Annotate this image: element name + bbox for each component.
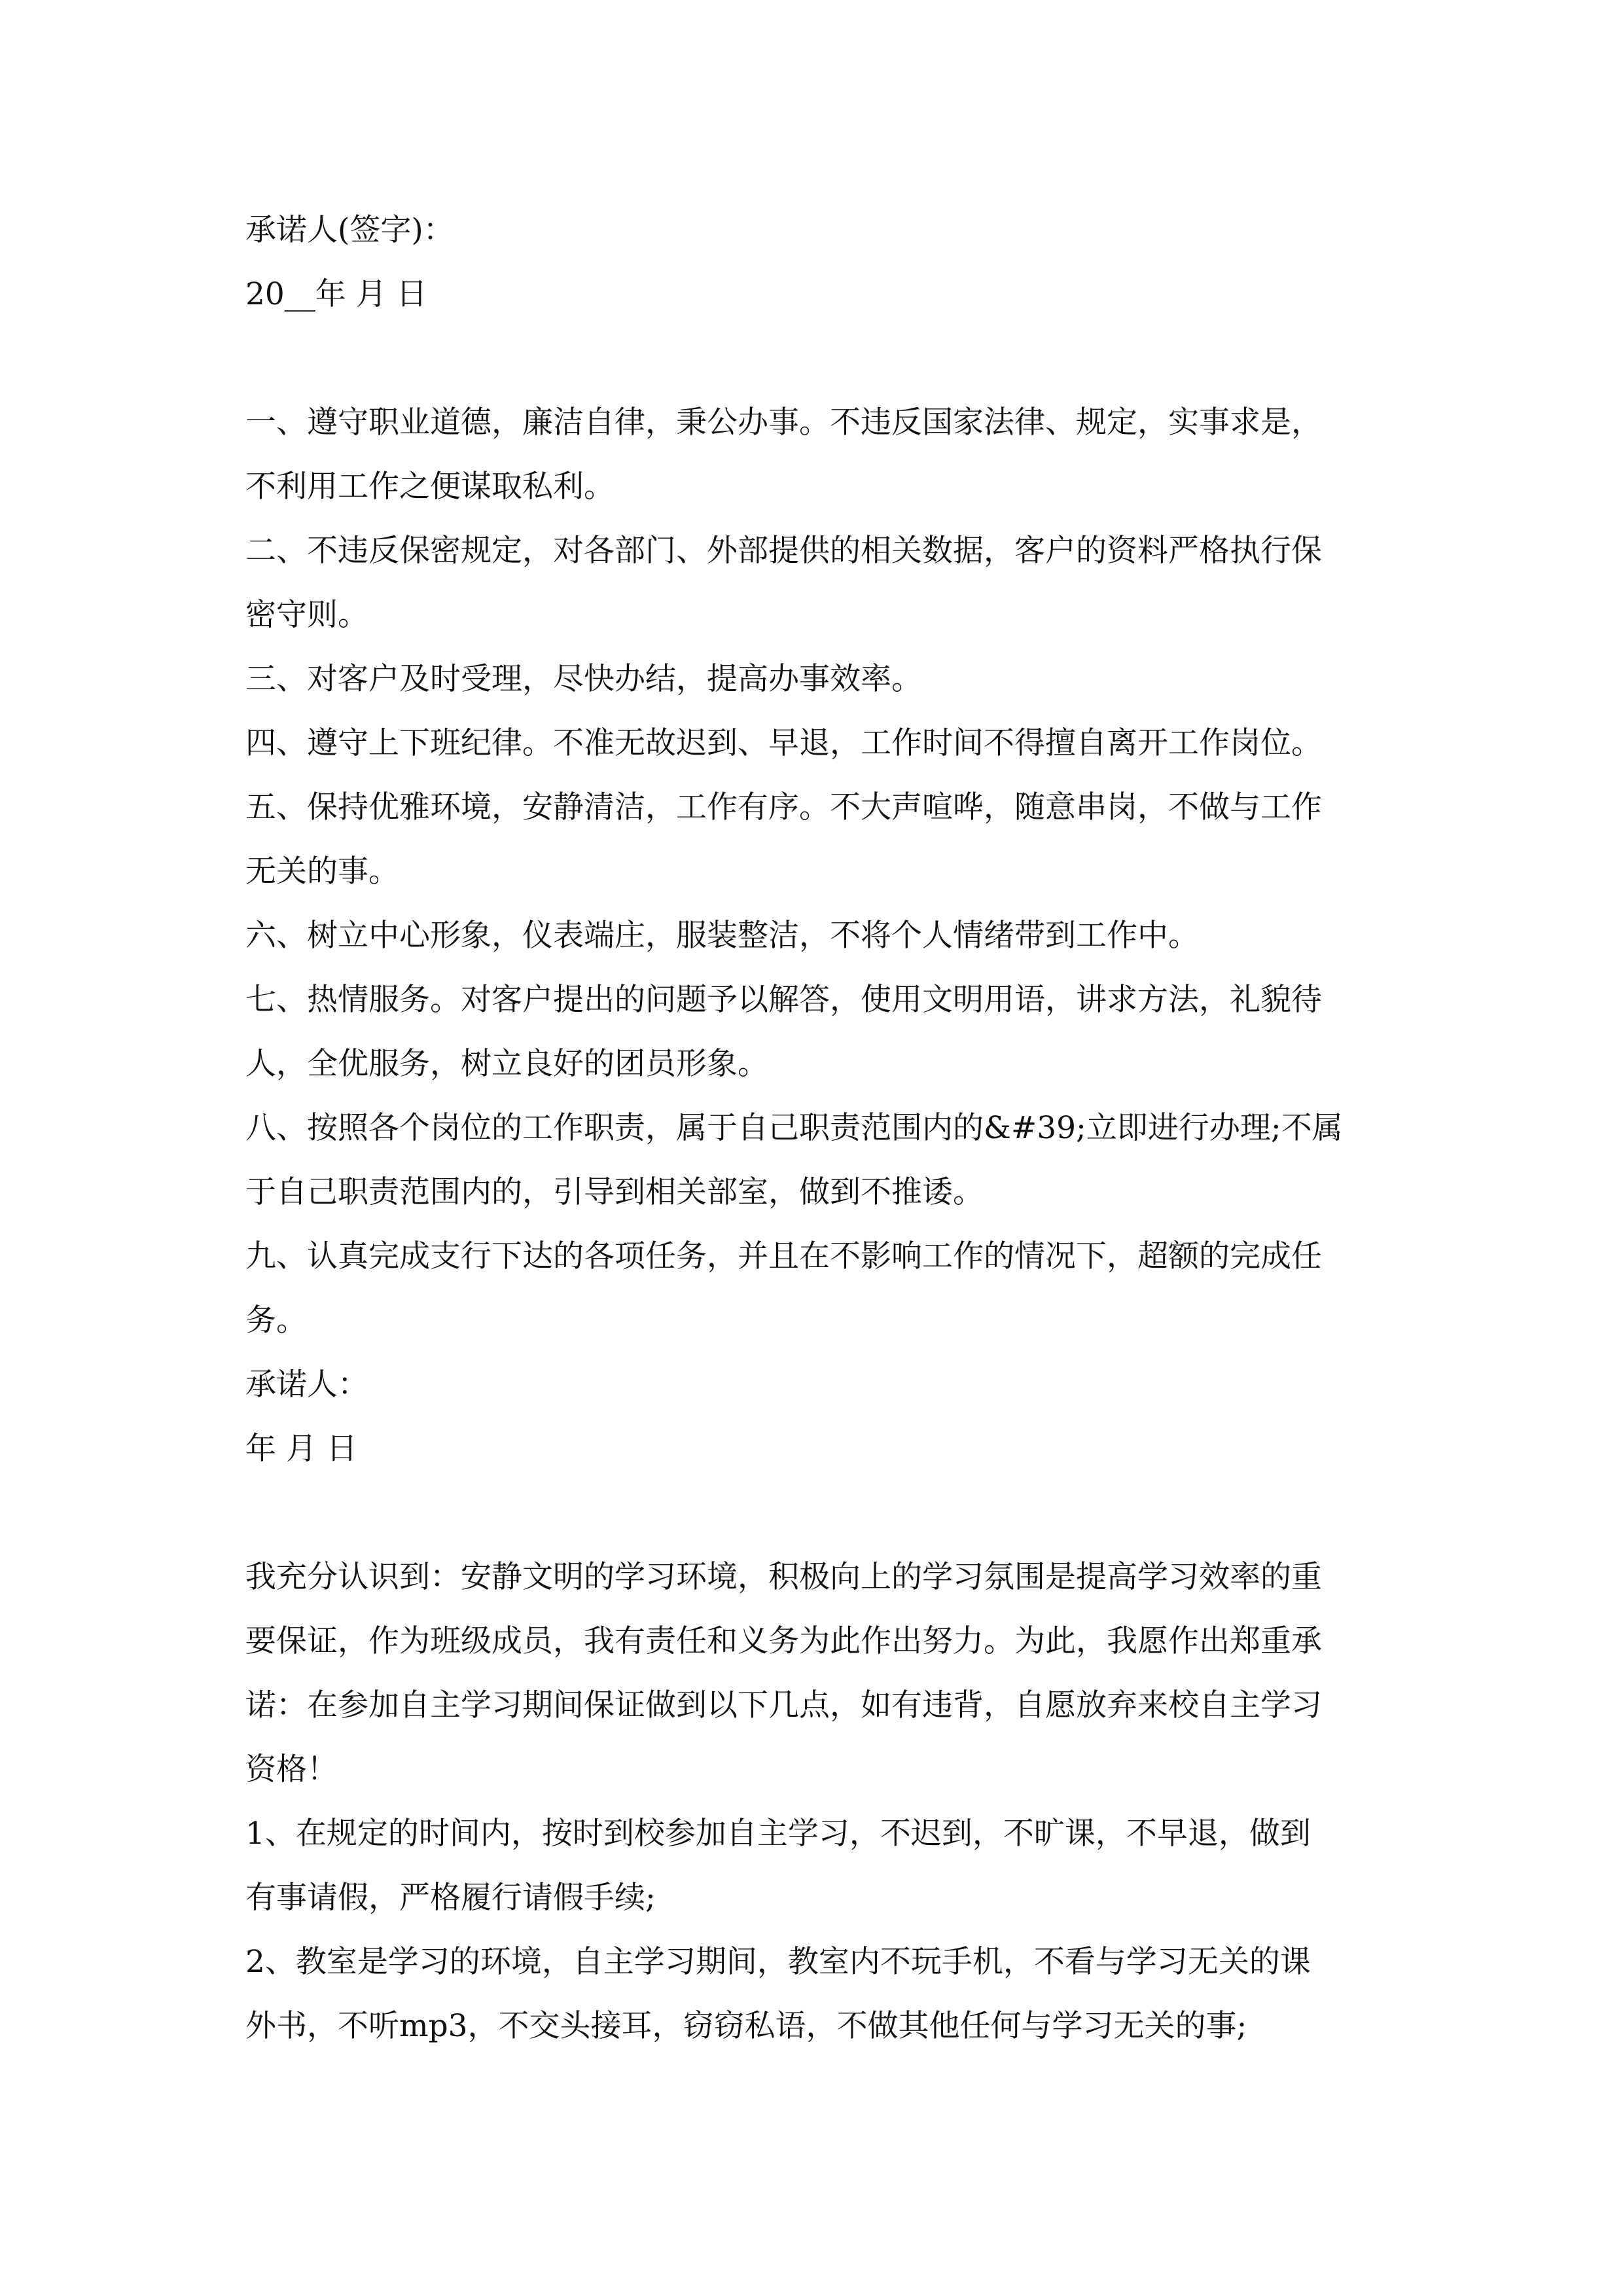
pledge-line: 六、树立中心形象，仪表端庄，服装整洁，不将个人情绪带到工作中。	[245, 918, 1199, 954]
pledge-line: 于自己职责范围内的，引导到相关部室，做到不推诿。	[245, 1174, 984, 1210]
pledge-line: 1、在规定的时间内，按时到校参加自主学习，不迟到，不旷课，不早退，做到	[245, 1816, 1311, 1852]
pledge-line: 一、遵守职业道德，廉洁自律，秉公办事。不违反国家法律、规定，实事求是，	[245, 404, 1322, 440]
pledge-line: 八、按照各个岗位的工作职责，属于自己职责范围内的&#39;立即进行办理;不属	[245, 1110, 1343, 1146]
pledge-line: 有事请假，严格履行请假手续;	[245, 1880, 656, 1916]
pledge-line: 外书，不听mp3，不交头接耳，窃窃私语，不做其他任何与学习无关的事;	[245, 2008, 1247, 2044]
pledge-section-study	[245, 1545, 1397, 2058]
date-line: 年 月 日	[245, 1431, 357, 1467]
pledge-line: 九、认真完成支行下达的各项任务，并且在不影响工作的情况下，超额的完成任	[245, 1238, 1322, 1274]
pledge-line: 务。	[245, 1302, 307, 1338]
document-body	[245, 198, 1397, 2058]
pledge-line: 诺：在参加自主学习期间保证做到以下几点，如有违背，自愿放弃来校自主学习	[245, 1687, 1322, 1723]
pledge-line: 三、对客户及时受理，尽快办结，提高办事效率。	[245, 661, 922, 697]
pledge-line: 人，全优服务，树立良好的团员形象。	[245, 1046, 768, 1082]
pledge-line: 四、遵守上下班纪律。不准无故迟到、早退，工作时间不得擅自离开工作岗位。	[245, 725, 1322, 761]
section-spacer	[245, 327, 1397, 391]
pledge-section-work	[245, 391, 1397, 1353]
pledge-line: 无关的事。	[245, 853, 399, 889]
pledge-line: 2、教室是学习的环境，自主学习期间，教室内不玩手机，不看与学习无关的课	[245, 1944, 1311, 1980]
section-spacer	[245, 1481, 1397, 1545]
pledge-line: 密守则。	[245, 597, 368, 633]
pledge-line: 五、保持优雅环境，安静清洁，工作有序。不大声喧哗，随意串岗，不做与工作	[245, 789, 1322, 825]
pledge-line: 资格！	[245, 1751, 338, 1787]
pledge-line: 二、不违反保密规定，对各部门、外部提供的相关数据，客户的资料严格执行保	[245, 533, 1322, 569]
pledge-line: 要保证，作为班级成员，我有责任和义务为此作出努力。为此，我愿作出郑重承	[245, 1623, 1322, 1659]
pledge-line: 七、热情服务。对客户提出的问题予以解答，使用文明用语，讲求方法，礼貌待	[245, 982, 1322, 1018]
signer-label: 承诺人(签字)：	[245, 212, 454, 248]
date-line: 20__年 月 日	[245, 276, 427, 312]
signer-label: 承诺人：	[245, 1367, 368, 1403]
pledge-line: 不利用工作之便谋取私利。	[245, 469, 615, 505]
pledge-line: 我充分认识到：安静文明的学习环境，积极向上的学习氛围是提高学习效率的重	[245, 1559, 1322, 1595]
